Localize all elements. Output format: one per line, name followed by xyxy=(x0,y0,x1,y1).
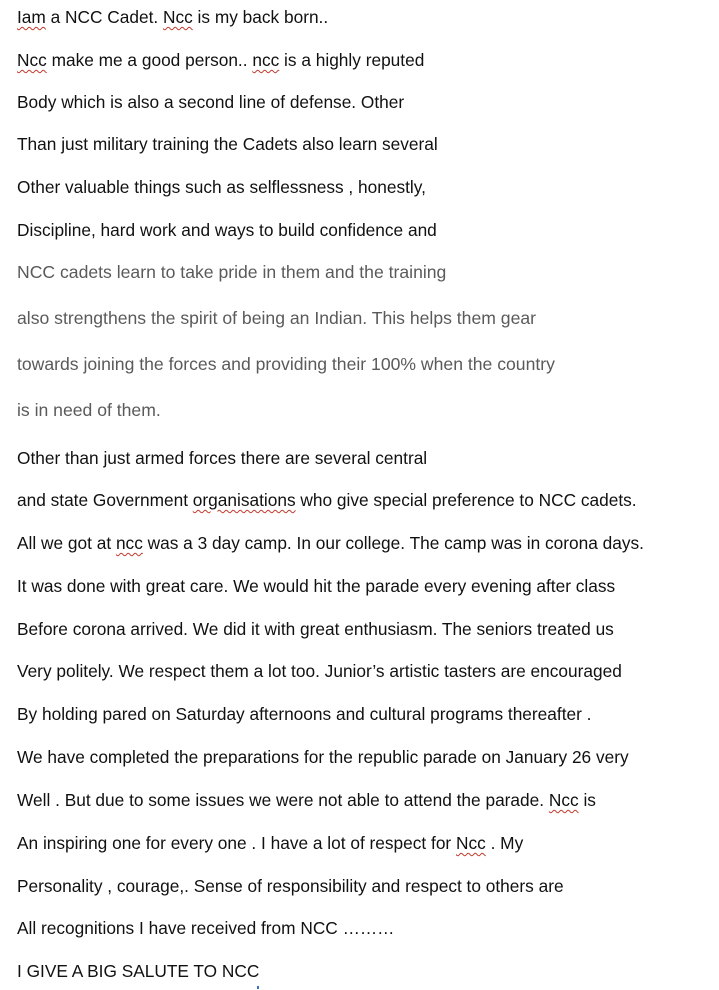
text-run: was a 3 day camp. In our college. The camp was in corona days. xyxy=(142,533,644,553)
text-run: . My xyxy=(485,833,524,853)
misspelled-word: organisations xyxy=(192,490,296,510)
text-line xyxy=(17,961,259,981)
text-line xyxy=(17,177,426,197)
text-run: All recognitions I have received from NCC ……… xyxy=(17,918,395,938)
text-run: An inspiring one for every one . I have a lot of respect for xyxy=(17,833,456,853)
text-line xyxy=(17,661,622,681)
text-run: and state Government xyxy=(17,490,193,510)
text-run: Other than just armed forces there are several central xyxy=(17,448,428,468)
text-run: is xyxy=(578,790,596,810)
text-line xyxy=(17,7,328,27)
text-run: towards joining the forces and providing their 100% when the country xyxy=(17,354,555,374)
text-run: We have completed the preparations for the republic parade on January 26 very xyxy=(17,747,629,767)
text-run: I GIVE A BIG SALUTE TO NCC xyxy=(17,961,260,981)
text-line xyxy=(17,790,596,810)
text-cursor-mark xyxy=(257,986,259,989)
text-line xyxy=(17,876,564,896)
misspelled-word: Ncc xyxy=(548,790,579,810)
text-run: a NCC Cadet. xyxy=(45,7,163,27)
text-line xyxy=(17,448,427,468)
text-run: It was done with great care. We would hit the parade every evening after class xyxy=(17,576,616,596)
text-run: make me a good person.. xyxy=(46,50,253,70)
text-run: Discipline, hard work and ways to build confidence and xyxy=(17,220,437,240)
text-line xyxy=(17,576,615,596)
text-line xyxy=(17,220,437,240)
text-line xyxy=(17,354,555,374)
text-line xyxy=(17,704,591,724)
text-run: Than just military training the Cadets also learn several xyxy=(17,134,438,154)
text-run: Personality , courage,. Sense of responsibility and respect to others are xyxy=(17,876,564,896)
text-run: By holding pared on Saturday afternoons and cultural programs thereafter . xyxy=(17,704,592,724)
misspelled-word: ncc xyxy=(252,50,280,70)
misspelled-word: Ncc xyxy=(17,50,47,70)
text-line xyxy=(17,918,394,938)
misspelled-word: Ncc xyxy=(162,7,193,27)
text-line xyxy=(17,50,424,70)
text-line xyxy=(17,308,536,328)
text-run: also strengthens the spirit of being an Indian. This helps them gear xyxy=(17,308,537,328)
text-line xyxy=(17,490,637,510)
text-line xyxy=(17,92,404,112)
text-line xyxy=(17,533,644,553)
text-run: NCC cadets learn to take pride in them and the training xyxy=(17,262,447,282)
text-run: is in need of them. xyxy=(17,400,161,420)
text-run: Body which is also a second line of defense. Other xyxy=(17,92,405,112)
text-run: Very politely. We respect them a lot too. Junior’s artistic tasters are encouraged xyxy=(17,661,622,681)
text-run: who give special preference to NCC cadets. xyxy=(295,490,637,510)
text-line xyxy=(17,833,523,853)
text-line xyxy=(17,619,614,639)
text-run: is my back born.. xyxy=(192,7,329,27)
misspelled-word: Ncc xyxy=(456,833,486,853)
text-run: Well . But due to some issues we were not able to attend the parade. xyxy=(17,790,549,810)
text-run: is a highly reputed xyxy=(279,50,425,70)
text-line xyxy=(17,134,438,154)
text-run: Before corona arrived. We did it with great enthusiasm. The seniors treated us xyxy=(17,619,614,639)
text-line xyxy=(17,262,446,282)
text-line xyxy=(17,747,629,767)
text-run: All we got at xyxy=(17,533,116,553)
text-run: Other valuable things such as selflessness , honestly, xyxy=(17,177,426,197)
text-line xyxy=(17,400,161,420)
misspelled-word: ncc xyxy=(115,533,143,553)
misspelled-word: Iam xyxy=(17,7,46,27)
